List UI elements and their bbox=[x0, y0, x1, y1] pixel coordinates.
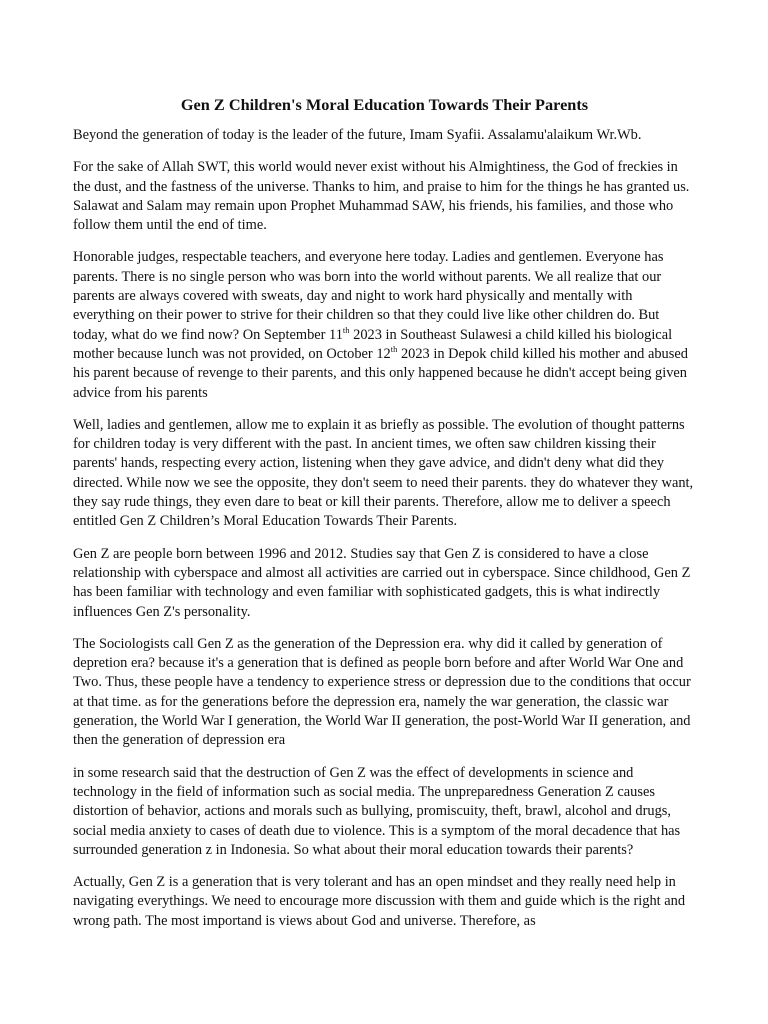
paragraph-honorable-judges bbox=[73, 248, 696, 402]
paragraph-praise: For the sake of Allah SWT, this world would never exist without his Almightiness, the God of freckies in the dust, and the fastness of the universe. Thanks to him, and praise to him for the things he has granted us. Salawat and Salam may remain upon Prophet Muhammad SAW, his friends, his families, and those who follow them until the end of time. bbox=[73, 159, 690, 234]
ordinal-suffix: th bbox=[342, 324, 350, 335]
paragraph-opening: Beyond the generation of today is the leader of the future, Imam Syafii. Assalamu'alaikum Wr.Wb. bbox=[73, 127, 642, 143]
ordinal-suffix: th bbox=[390, 343, 398, 354]
paragraph-research: in some research said that the destruction of Gen Z was the effect of developments in science and technology in the field of information such as social media. The unpreparedness Generation Z causes distortion of behavior, actions and morals such as bullying, promiscuity, theft, brawl, alcohol and drugs, social media anxiety to cases of death due to violence. This is a symptom of the moral decadence that has surrounded generation z in Indonesia. So what about their moral education towards their parents? bbox=[73, 764, 681, 858]
paragraph-tolerant-generation: Actually, Gen Z is a generation that is very tolerant and has an open mindset and they really need help in navigating everythings. We need to encourage more discussion with them and guide which is the right and wrong path. The most importand is views about God and universe. Therefore, as bbox=[73, 874, 686, 929]
paragraph-gen-z-definition: Gen Z are people born between 1996 and 2012. Studies say that Gen Z is considered to have a close relationship with cyberspace and almost all activities are carried out in cyberspace. Since childhood, Gen Z has been familiar with technology and even familiar with sophisticated gadgets, this is what indirectly influences Gen Z's personality. bbox=[73, 545, 691, 620]
paragraph-text: 2023 in Southeast Sulawesi a child killed his biological mother because lunch was not provided, on October 12 bbox=[73, 326, 673, 362]
paragraph-text: 2023 in Depok child killed his mother and abused his parent because of revenge to their parents, and this only happened because he didn't accept being given advice from his parents bbox=[73, 345, 688, 401]
paragraph-text: Honorable judges, respectable teachers, and everyone here today. Ladies and gentlemen. Everyone has parents. There is no single person who was born into the world without parents. We all realize that our parents are always covered with sweats, day and night to work hard physically and mentally with everything on their power to strive for their children so that they could live like other children do. But today, what do we find now? On September 11 bbox=[73, 249, 664, 343]
paragraph-depression-era: The Sociologists call Gen Z as the generation of the Depression era. why did it called by generation of depretion era? because it's a generation that is defined as people born before and after World War One and Two. Thus, these people have a tendency to experience stress or depression due to the conditions that occur at that time. as for the generations before the depression era, namely the war generation, the classic war generation, the World War I generation, the World War II generation, the post-World War II generation, and then the generation of depression era bbox=[73, 635, 691, 749]
document-title: Gen Z Children's Moral Education Towards Their Parents bbox=[180, 95, 589, 114]
paragraph-evolution-of-thought: Well, ladies and gentlemen, allow me to explain it as briefly as possible. The evolution of thought patterns for children today is very different with the past. In ancient times, we often saw children kissing their parents' hands, respecting every action, listening when they gave advice, and didn't deny what did they directed. While now we see the opposite, they don't seem to need their parents. they do whatever they want, they say rude things, they even dare to beat or kill their parents. Therefore, allow me to deliver a speech entitled Gen Z Children’s Moral Education Towards Their Parents. bbox=[73, 416, 694, 530]
